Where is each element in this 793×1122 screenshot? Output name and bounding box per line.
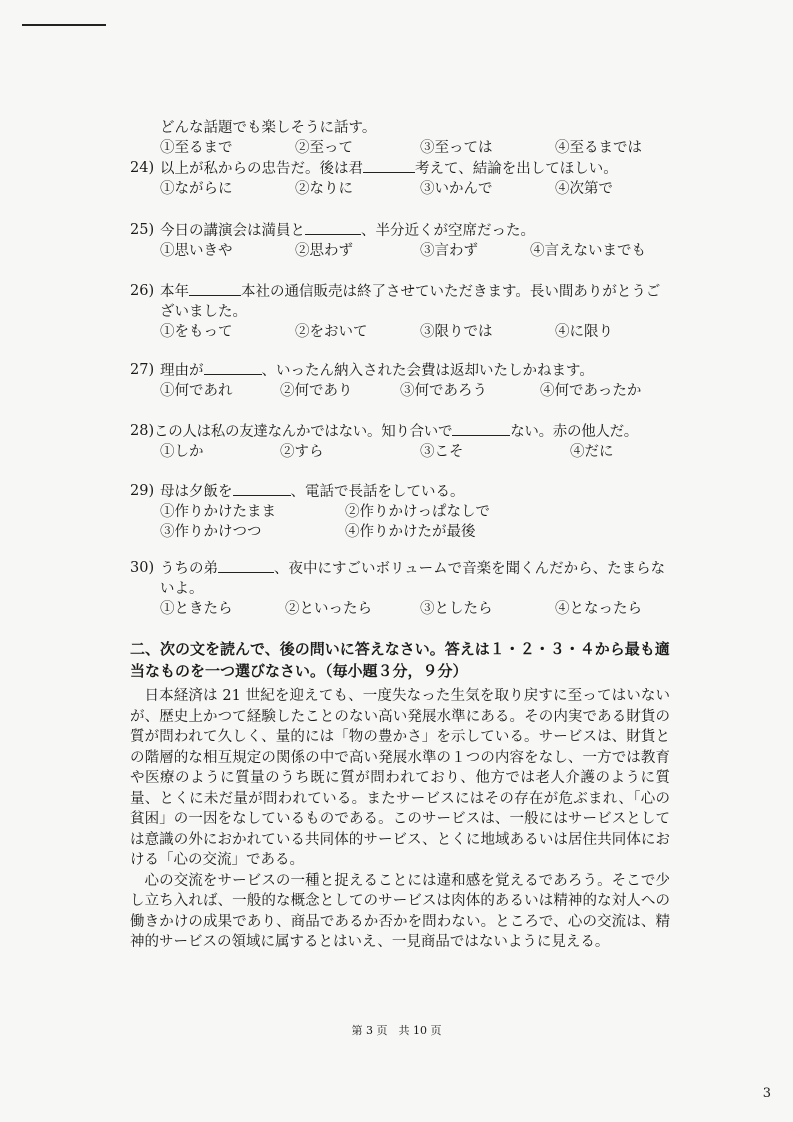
option-3: ③限りでは bbox=[420, 324, 493, 340]
option-3: ③何であろう bbox=[400, 383, 487, 399]
option-4: ④だに bbox=[570, 444, 614, 460]
option-3: ③至っては bbox=[420, 140, 493, 156]
passage-paragraph: 心の交流をサービスの一種と捉えることには違和感を覚えるであろう。そこで少し立ち入れば、一般的な概念としてのサービスは肉体的あるいは精神的な対人への働きかけの成果であり、商品であるか否かを問わない。ところで、心の交流は、精神的サービスの領域に属するとはいえ、一見商品ではないように見える。 bbox=[130, 872, 670, 950]
question-number: 27) bbox=[130, 362, 155, 378]
option-3: ③作りかけつつ bbox=[160, 524, 262, 540]
passage-paragraph: 日本経済は 21 世紀を迎えても、一度失なった生気を取り戻すに至ってはいないが、歴史上かつて経験したことのない高い発展水準にある。その内実である財貨の質が問われて久しく、量的には「物の豊かさ」を示している。サービスは、財貨との階層的な相互規定の関係の中で高い発展水準の１つの内容をなし、一方では教育や医療のように質量のうち既に質が問われており、他方では老人介護のように質量、とくに未だ量が問われている。またサービスにはその存在が危ぶまれ、「心の貧困」の一因をなしているものである。このサービスは、一般にはサービスとしては意識の外におかれている共同体的サービス、とくに地域あるいは居住共同体における「心の交流」である。 bbox=[130, 688, 670, 868]
question-number: 24) bbox=[130, 160, 155, 176]
option-2: ②作りかけっぱなしで bbox=[345, 504, 490, 520]
answer-blank bbox=[233, 481, 291, 496]
option-4: ④言えないまでも bbox=[530, 243, 646, 259]
question-30 bbox=[130, 558, 670, 619]
option-1: ①何であれ bbox=[160, 383, 233, 399]
option-row bbox=[130, 138, 670, 158]
option-2: ②至って bbox=[295, 140, 353, 156]
question-24 bbox=[130, 158, 670, 199]
option-2: ②思わず bbox=[295, 243, 353, 259]
option-1: ①作りかけたまま bbox=[160, 504, 276, 520]
question-25 bbox=[130, 220, 670, 261]
question-stem: この人は私の友達なんかではない。知り合いで ない。赤の他人だ。 bbox=[130, 421, 670, 442]
option-4: ④となったら bbox=[555, 601, 642, 617]
question-number: 29) bbox=[130, 483, 155, 499]
option-1: ①ながらに bbox=[160, 181, 233, 197]
answer-blank bbox=[218, 558, 274, 573]
option-1: ①をもって bbox=[160, 324, 233, 340]
option-row bbox=[130, 381, 670, 401]
option-row bbox=[130, 599, 670, 619]
option-2: ②といったら bbox=[285, 601, 372, 617]
option-row bbox=[130, 322, 670, 342]
section-heading: 二、次の文を読んで、後の問いに答えなさい。答えは１・２・３・４から最も適当なものを一つ選びなさい。（毎小題３分，９分） bbox=[130, 640, 670, 680]
question-number: 28) bbox=[130, 423, 155, 439]
option-4: ④作りかけたが最後 bbox=[345, 524, 476, 540]
answer-blank bbox=[452, 421, 510, 436]
reading-passage bbox=[130, 686, 670, 953]
option-2: ②すら bbox=[280, 444, 324, 460]
question-stem: 以上が私からの忠告だ。後は君 考えて、結論を出してほしい。 bbox=[130, 158, 670, 179]
option-row bbox=[130, 502, 670, 522]
answer-blank bbox=[363, 158, 415, 173]
option-2: ②なりに bbox=[295, 181, 353, 197]
answer-blank bbox=[305, 220, 361, 235]
option-row bbox=[130, 179, 670, 199]
answer-blank bbox=[189, 281, 241, 296]
option-row bbox=[130, 442, 670, 462]
option-4: ④至るまでは bbox=[555, 140, 642, 156]
option-4: ④何であったか bbox=[540, 383, 642, 399]
option-2: ②何であり bbox=[280, 383, 353, 399]
question-26 bbox=[130, 281, 670, 342]
option-4: ④次第で bbox=[555, 181, 613, 197]
option-1: ①ときたら bbox=[160, 601, 233, 617]
answer-blank bbox=[204, 360, 262, 375]
option-4: ④に限り bbox=[555, 324, 613, 340]
question-stem: 理由が 、いったん納入された会費は返却いたしかねます。 bbox=[130, 360, 670, 381]
option-3: ③言わず bbox=[420, 243, 478, 259]
question-number: 26) bbox=[130, 283, 155, 299]
question-stem: どんな話題でも楽しそうに話す。 bbox=[160, 120, 377, 136]
option-row bbox=[130, 241, 670, 261]
page-footer: 第 3 页 共 10 页 bbox=[351, 1024, 442, 1037]
question-29 bbox=[130, 481, 670, 542]
question-stem: 母は夕飯を 、電話で長話をしている。 bbox=[130, 481, 670, 502]
option-3: ③いかんで bbox=[420, 181, 493, 197]
question-stem: 今日の講演会は満員と 、半分近くが空席だった。 bbox=[130, 220, 670, 241]
option-1: ①しか bbox=[160, 444, 204, 460]
question-27 bbox=[130, 360, 670, 401]
page-number: 3 bbox=[762, 1086, 771, 1101]
question-28 bbox=[130, 421, 670, 462]
option-1: ①思いきや bbox=[160, 243, 233, 259]
option-3: ③としたら bbox=[420, 601, 493, 617]
question-continuation bbox=[130, 118, 670, 158]
option-1: ①至るまで bbox=[160, 140, 233, 156]
option-2: ②をおいて bbox=[295, 324, 368, 340]
question-number: 25) bbox=[130, 222, 155, 238]
option-row bbox=[130, 522, 670, 542]
question-stem: 本年 本社の通信販売は終了させていただきます。長い間ありがとうございました。 bbox=[130, 281, 670, 322]
question-stem: うちの弟 、夜中にすごいボリュームで音楽を聞くんだから、たまらないよ。 bbox=[130, 558, 670, 599]
header-rule bbox=[22, 24, 106, 26]
question-number: 30) bbox=[130, 560, 155, 576]
option-3: ③こそ bbox=[420, 444, 464, 460]
